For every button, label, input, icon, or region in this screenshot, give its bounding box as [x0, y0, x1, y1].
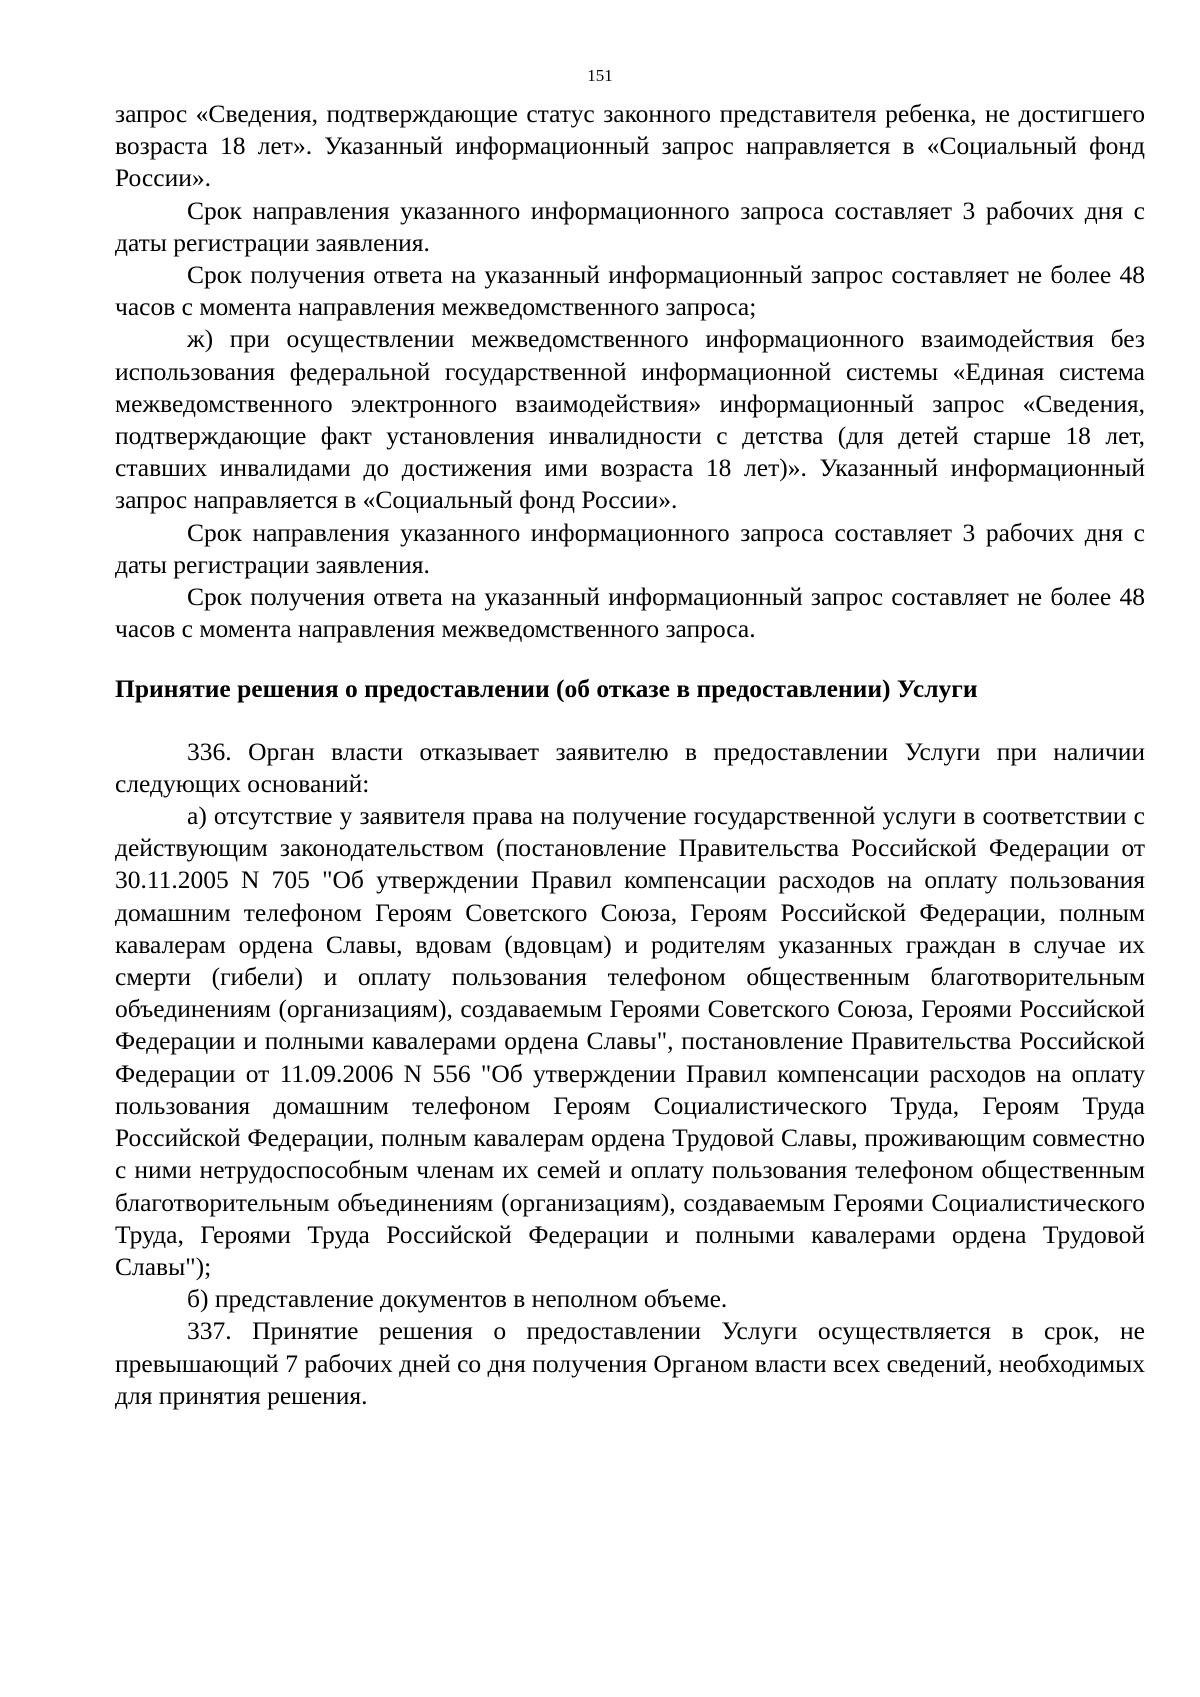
paragraph-336: 336. Орган власти отказывает заявителю в предоставлении Услуги при наличии следующих оснований:: [115, 736, 1145, 798]
paragraph: Срок получения ответа на указанный информационный запрос составляет не более 48 часов с момента направления межведомственного запроса.: [115, 582, 1145, 644]
paragraph: Срок направления указанного информационного запроса составляет 3 рабочих дня с даты регистрации заявления.: [115, 517, 1145, 579]
paragraph: Срок получения ответа на указанный информационный запрос составляет не более 48 часов с момента направления межведомственного запроса;: [115, 260, 1145, 322]
page-number: 151: [587, 66, 613, 85]
paragraph-337: 337. Принятие решения о предоставлении Услуги осуществляется в срок, не превышающий 7 рабочих дней со дня получения Органом власти всех сведений, необходимых для принятия решения.: [115, 1316, 1145, 1410]
paragraph: Срок направления указанного информационного запроса составляет 3 рабочих дня с даты регистрации заявления.: [115, 195, 1145, 257]
paragraph-continuation: запрос «Сведения, подтверждающие статус законного представителя ребенка, не достигшего возраста 18 лет». Указанный информационный запрос направляется в «Социальный фонд России».: [115, 99, 1145, 193]
document-body: [115, 98, 1145, 1412]
paragraph-item-zh: ж) при осуществлении межведомственного информационного взаимодействия без использования федеральной государственной информационной системы «Единая система межведомственного электронного взаимодействия» информационный запрос «Сведения, подтверждающие факт установления инвалидности с детства (для детей старше 18 лет, ставших инвалидами до достижения ими возраста 18 лет)». Указанный информационный запрос направляется в «Социальный фонд России».: [115, 324, 1145, 515]
paragraph-item-b: б) представление документов в неполном объеме.: [187, 1284, 728, 1314]
section-heading: Принятие решения о предоставлении (об отказе в предоставлении) Услуги: [115, 674, 978, 704]
paragraph-item-a: а) отсутствие у заявителя права на получение государственной услуги в соответствии с действующим законодательством (постановление Правительства Российской Федерации от 30.11.2005 N 705 "Об утверждении Правил компенсации расходов на оплату пользования домашним телефоном Героям Советского Союза, Героям Российской Федерации, полным кавалерам ордена Славы, вдовам (вдовцам) и родителям указанных граждан в случае их смерти (гибели) и оплату пользования телефоном общественным благотворительным объединениям (организациям), создаваемым Героями Советского Союза, Героями Российской Федерации и полными кавалерами ордена Славы", постановление Правительства Российской Федерации от 11.09.2006 N 556 "Об утверждении Правил компенсации расходов на оплату пользования домашним телефоном Героям Социалистического Труда, Героям Труда Российской Федерации, полным кавалерам ордена Трудовой Славы, проживающим совместно с ними нетрудоспособным членам их семей и оплату пользования телефоном общественным благотворительным объединениям (организациям), создаваемым Героями Социалистического Труда, Героями Труда Российской Федерации и полными кавалерами ордена Трудовой Славы");: [115, 801, 1145, 1281]
